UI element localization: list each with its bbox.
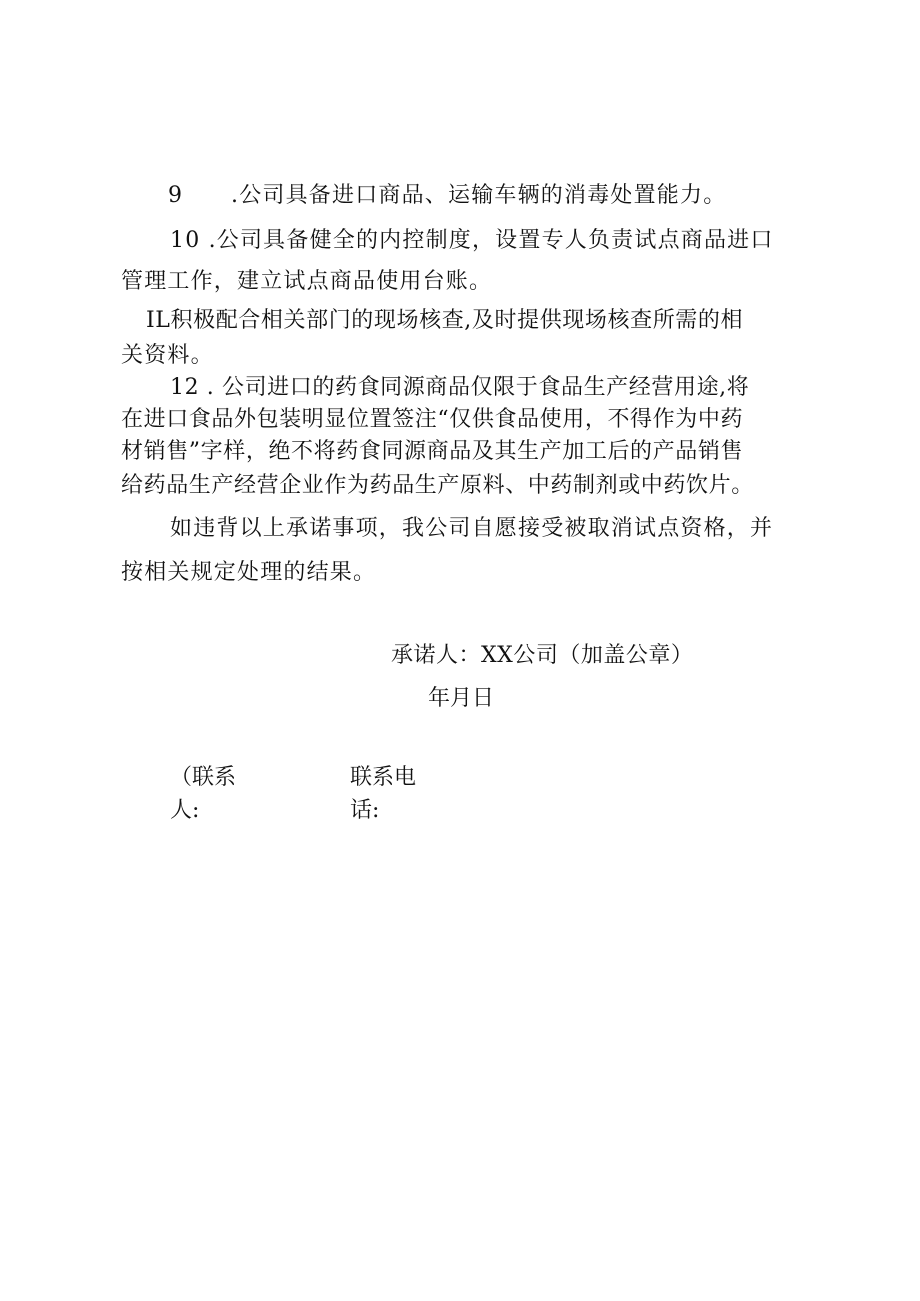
contact-phone-label-2: 话: — [350, 798, 380, 823]
contact-phone-label-1: 联系电 — [350, 765, 417, 790]
item-10-line-2: 管理工作，建立试点商品使用台账。 — [121, 269, 493, 294]
item-11-line-2: 关资料。 — [121, 343, 214, 368]
item-9-number: 9 — [168, 183, 182, 208]
signature-date: 年月日 — [428, 686, 495, 711]
contact-person-label-1: （联系 — [170, 765, 237, 790]
item-12-line-2: 在进口食品外包装明显位置签注“仅供食品使用，不得作为中药 — [121, 407, 744, 432]
item-11-line-1: IL积极配合相关部门的现场核查,及时提供现场核查所需的相 — [146, 308, 744, 333]
item-12-line-3: 材销售”字样，绝不将药食同源商品及其生产加工后的产品销售 — [121, 439, 744, 464]
item-12-line-1: 12 . 公司进口的药食同源商品仅限于食品生产经营用途,将 — [170, 375, 750, 400]
closing-line-1: 如违背以上承诺事项，我公司自愿接受被取消试点资格，并 — [170, 516, 774, 541]
item-10-line-1: 10 .公司具备健全的内控制度，设置专人负责试点商品进口 — [170, 228, 774, 253]
item-9-text: .公司具备进口商品、运输车辆的消毒处置能力。 — [231, 183, 727, 208]
promisor-signature: 承诺人：XX公司（加盖公章） — [391, 643, 694, 668]
closing-line-2: 按相关规定处理的结果。 — [121, 560, 377, 585]
contact-person-label-2: 人: — [170, 798, 200, 823]
item-12-line-4: 给药品生产经营企业作为药品生产原料、中药制剂或中药饮片。 — [121, 473, 754, 498]
